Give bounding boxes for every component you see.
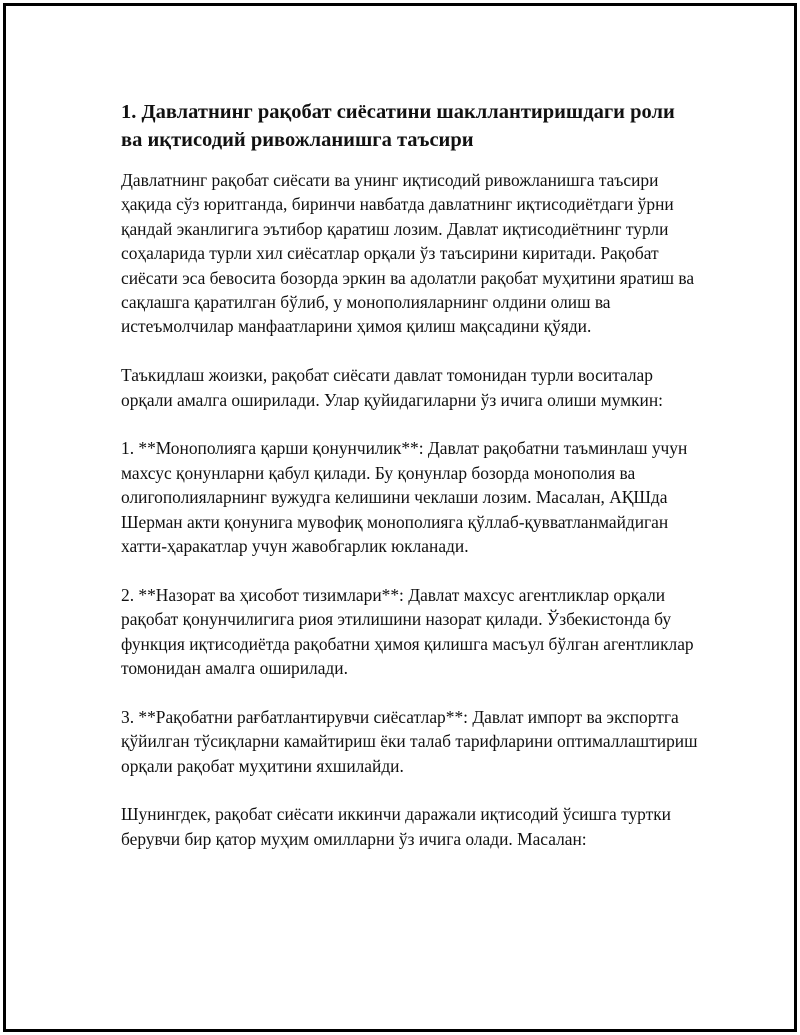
list-item-antimonopoly: 1. **Монополияга қарши қонунчилик**: Давлат рақобатни таъминлаш учун махсус қонунларни қабул қилади. Бу қонунлар бозорда монополия ва олигополияларнинг вужудга келишини чеклаши лозим. Масалан, АҚШда Шерман акти қонунига мувофиқ монополияга қўллаб-қувватланмайдиган хатти-ҳаракатлар учун жавобгарлик юкланади. (121, 438, 688, 557)
paragraph-conclusion: Шунингдек, рақобат сиёсати иккинчи даражали иқтисодий ўсишга туртки берувчи бир қатор муҳим омилларни ўз ичига олади. Масалан: (121, 804, 671, 849)
document-page (3, 3, 797, 1032)
paragraph-intro: Давлатнинг рақобат сиёсати ва унинг иқтисодий ривожланишга таъсири ҳақида сўз юритганда, биринчи навбатда давлатнинг иқтисодиётдаги ўрни қандай эканлигига эътибор қаратиш лозим. Давлат иқтисодиётнинг турли соҳаларида турли хил сиёсатлар орқали ўз таъсирини киритади. Рақобат сиёсати эса бевосита бозорда эркин ва адолатли рақобат муҳитини яратиш ва сақлашга қаратилган бўлиб, у монополияларнинг олдини олиш ва истеъмолчилар манфаатларини ҳимоя қилиш мақсадини қўяди. (121, 170, 695, 337)
paragraph-tools: Таъкидлаш жоизки, рақобат сиёсати давлат томонидан турли воситалар орқали амалга оширилади. Улар қуйидагиларни ўз ичига олиши мумкин: (121, 365, 663, 410)
list-item-control: 2. **Назорат ва ҳисобот тизимлари**: Давлат махсус агентликлар орқали рақобат қонунчилигига риоя этилишини назорат қилади. Ўзбекистонда бу функция иқтисодиётда рақобатни ҳимоя қилишга масъул бўлган агентликлар томонидан амалга оширилади. (121, 584, 694, 679)
list-item-incentive: 3. **Рақобатни рағбатлантирувчи сиёсатлар**: Давлат импорт ва экспортга қўйилган тўсиқларни камайтириш ёки талаб тарифларини оптималлаштириш орқали рақобат муҳитини яхшилайди. (121, 706, 698, 776)
section-heading: 1. Давлатнинг рақобат сиёсатини шакллантиришдаги роли ва иқтисодий ривожланишга таъсири (121, 101, 675, 151)
document-body (121, 98, 701, 876)
